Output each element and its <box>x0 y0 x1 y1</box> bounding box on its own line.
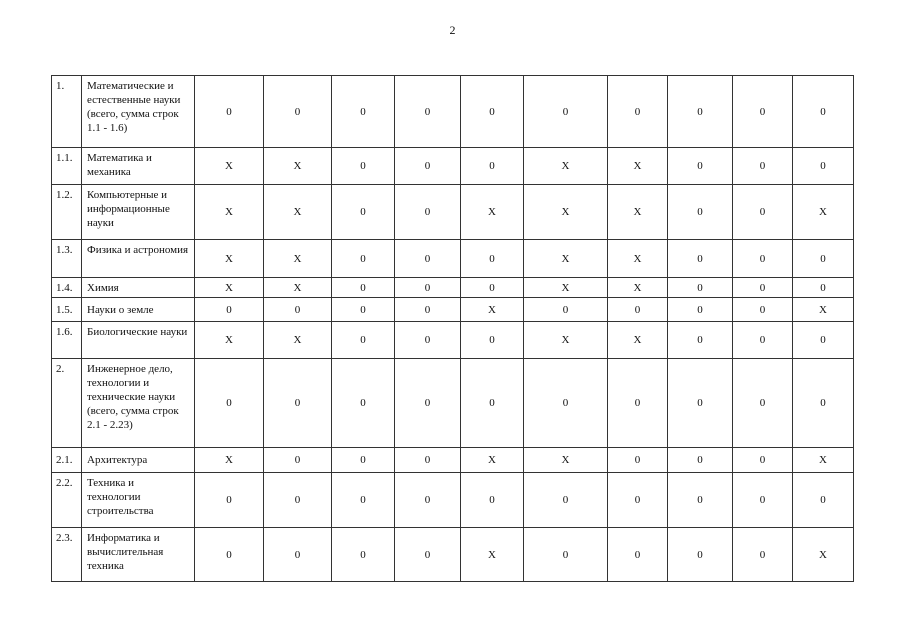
value-cell: 0 <box>793 322 854 359</box>
value-cell: X <box>461 528 524 582</box>
value-cell: 0 <box>395 359 461 448</box>
value-cell: 0 <box>524 298 608 322</box>
value-cell: X <box>195 278 264 298</box>
value-cell: 0 <box>395 473 461 528</box>
value-cell: X <box>195 240 264 278</box>
row-label: Химия <box>82 278 195 298</box>
table-row <box>52 185 854 240</box>
value-cell: X <box>195 448 264 473</box>
value-cell: 0 <box>195 473 264 528</box>
value-cell: 0 <box>793 359 854 448</box>
row-number: 1.4. <box>52 278 82 298</box>
value-cell: 0 <box>332 359 395 448</box>
value-cell: 0 <box>395 240 461 278</box>
value-cell: X <box>608 148 668 185</box>
table-row <box>52 278 854 298</box>
value-cell: X <box>524 278 608 298</box>
table-row <box>52 448 854 473</box>
value-cell: 0 <box>332 185 395 240</box>
value-cell: 0 <box>195 528 264 582</box>
value-cell: X <box>608 240 668 278</box>
value-cell: X <box>461 298 524 322</box>
row-number: 1.1. <box>52 148 82 185</box>
value-cell: 0 <box>195 76 264 148</box>
value-cell: 0 <box>668 528 733 582</box>
value-cell: 0 <box>332 278 395 298</box>
value-cell: 0 <box>461 359 524 448</box>
value-cell: X <box>608 185 668 240</box>
value-cell: 0 <box>461 278 524 298</box>
table-row <box>52 473 854 528</box>
value-cell: 0 <box>793 148 854 185</box>
value-cell: 0 <box>733 185 793 240</box>
value-cell: 0 <box>733 76 793 148</box>
row-number: 2. <box>52 359 82 448</box>
row-number: 1.3. <box>52 240 82 278</box>
row-label: Техника и технологии строительства <box>82 473 195 528</box>
value-cell: X <box>524 185 608 240</box>
value-cell: 0 <box>608 528 668 582</box>
row-label: Физика и астрономия <box>82 240 195 278</box>
value-cell: 0 <box>264 448 332 473</box>
value-cell: X <box>195 148 264 185</box>
value-cell: 0 <box>395 298 461 322</box>
table-row <box>52 298 854 322</box>
value-cell: 0 <box>733 359 793 448</box>
value-cell: X <box>608 322 668 359</box>
row-label: Архитектура <box>82 448 195 473</box>
value-cell: X <box>793 528 854 582</box>
value-cell: 0 <box>733 528 793 582</box>
value-cell: 0 <box>264 298 332 322</box>
value-cell: 0 <box>461 322 524 359</box>
value-cell: X <box>264 322 332 359</box>
value-cell: 0 <box>793 278 854 298</box>
table-row <box>52 359 854 448</box>
value-cell: X <box>195 322 264 359</box>
value-cell: 0 <box>524 359 608 448</box>
value-cell: 0 <box>733 473 793 528</box>
value-cell: 0 <box>264 528 332 582</box>
value-cell: 0 <box>195 359 264 448</box>
value-cell: 0 <box>668 76 733 148</box>
row-number: 2.2. <box>52 473 82 528</box>
value-cell: 0 <box>733 148 793 185</box>
value-cell: 0 <box>524 473 608 528</box>
row-label: Компьютерные и информационные науки <box>82 185 195 240</box>
row-label: Науки о земле <box>82 298 195 322</box>
page-number: 2 <box>449 23 456 37</box>
value-cell: X <box>264 278 332 298</box>
value-cell: X <box>461 448 524 473</box>
value-cell: X <box>195 185 264 240</box>
value-cell: 0 <box>461 148 524 185</box>
value-cell: 0 <box>395 148 461 185</box>
value-cell: 0 <box>524 76 608 148</box>
table-row <box>52 148 854 185</box>
row-number: 1. <box>52 76 82 148</box>
value-cell: X <box>793 185 854 240</box>
value-cell: 0 <box>332 148 395 185</box>
value-cell: 0 <box>793 240 854 278</box>
value-cell: X <box>264 240 332 278</box>
data-table <box>51 75 854 582</box>
value-cell: 0 <box>395 448 461 473</box>
value-cell: 0 <box>332 240 395 278</box>
row-number: 1.6. <box>52 322 82 359</box>
row-number: 1.2. <box>52 185 82 240</box>
value-cell: X <box>264 148 332 185</box>
value-cell: 0 <box>395 185 461 240</box>
row-label: Математические и естественные науки (всего, сумма строк 1.1 - 1.6) <box>82 76 195 148</box>
value-cell: 0 <box>793 76 854 148</box>
value-cell: 0 <box>608 359 668 448</box>
value-cell: 0 <box>264 76 332 148</box>
value-cell: 0 <box>668 240 733 278</box>
value-cell: 0 <box>332 528 395 582</box>
row-number: 2.3. <box>52 528 82 582</box>
value-cell: X <box>793 448 854 473</box>
value-cell: 0 <box>395 322 461 359</box>
value-cell: X <box>608 278 668 298</box>
value-cell: 0 <box>668 448 733 473</box>
value-cell: 0 <box>332 298 395 322</box>
value-cell: 0 <box>395 278 461 298</box>
value-cell: 0 <box>733 448 793 473</box>
table-row <box>52 76 854 148</box>
value-cell: 0 <box>195 298 264 322</box>
value-cell: 0 <box>332 76 395 148</box>
row-number: 1.5. <box>52 298 82 322</box>
value-cell: 0 <box>733 322 793 359</box>
value-cell: X <box>524 240 608 278</box>
value-cell: 0 <box>395 76 461 148</box>
row-label: Информатика и вычислительная техника <box>82 528 195 582</box>
row-number: 2.1. <box>52 448 82 473</box>
value-cell: 0 <box>733 278 793 298</box>
value-cell: 0 <box>668 278 733 298</box>
value-cell: X <box>793 298 854 322</box>
value-cell: 0 <box>733 240 793 278</box>
value-cell: 0 <box>395 528 461 582</box>
value-cell: 0 <box>461 473 524 528</box>
value-cell: 0 <box>264 473 332 528</box>
value-cell: 0 <box>668 473 733 528</box>
value-cell: X <box>524 322 608 359</box>
row-label: Биологические науки <box>82 322 195 359</box>
value-cell: 0 <box>793 473 854 528</box>
value-cell: 0 <box>461 76 524 148</box>
value-cell: 0 <box>733 298 793 322</box>
value-cell: 0 <box>608 473 668 528</box>
value-cell: X <box>461 185 524 240</box>
value-cell: 0 <box>668 185 733 240</box>
value-cell: 0 <box>668 298 733 322</box>
table-row <box>52 322 854 359</box>
value-cell: 0 <box>264 359 332 448</box>
value-cell: 0 <box>461 240 524 278</box>
value-cell: 0 <box>332 473 395 528</box>
value-cell: 0 <box>332 448 395 473</box>
value-cell: X <box>264 185 332 240</box>
value-cell: 0 <box>608 448 668 473</box>
value-cell: 0 <box>608 76 668 148</box>
value-cell: 0 <box>332 322 395 359</box>
table-row <box>52 240 854 278</box>
value-cell: 0 <box>668 148 733 185</box>
row-label: Инженерное дело, технологии и технические науки (всего, сумма строк 2.1 - 2.23) <box>82 359 195 448</box>
value-cell: 0 <box>524 528 608 582</box>
table-row <box>52 528 854 582</box>
row-label: Математика и механика <box>82 148 195 185</box>
value-cell: 0 <box>668 359 733 448</box>
value-cell: 0 <box>608 298 668 322</box>
value-cell: X <box>524 148 608 185</box>
value-cell: 0 <box>668 322 733 359</box>
value-cell: X <box>524 448 608 473</box>
